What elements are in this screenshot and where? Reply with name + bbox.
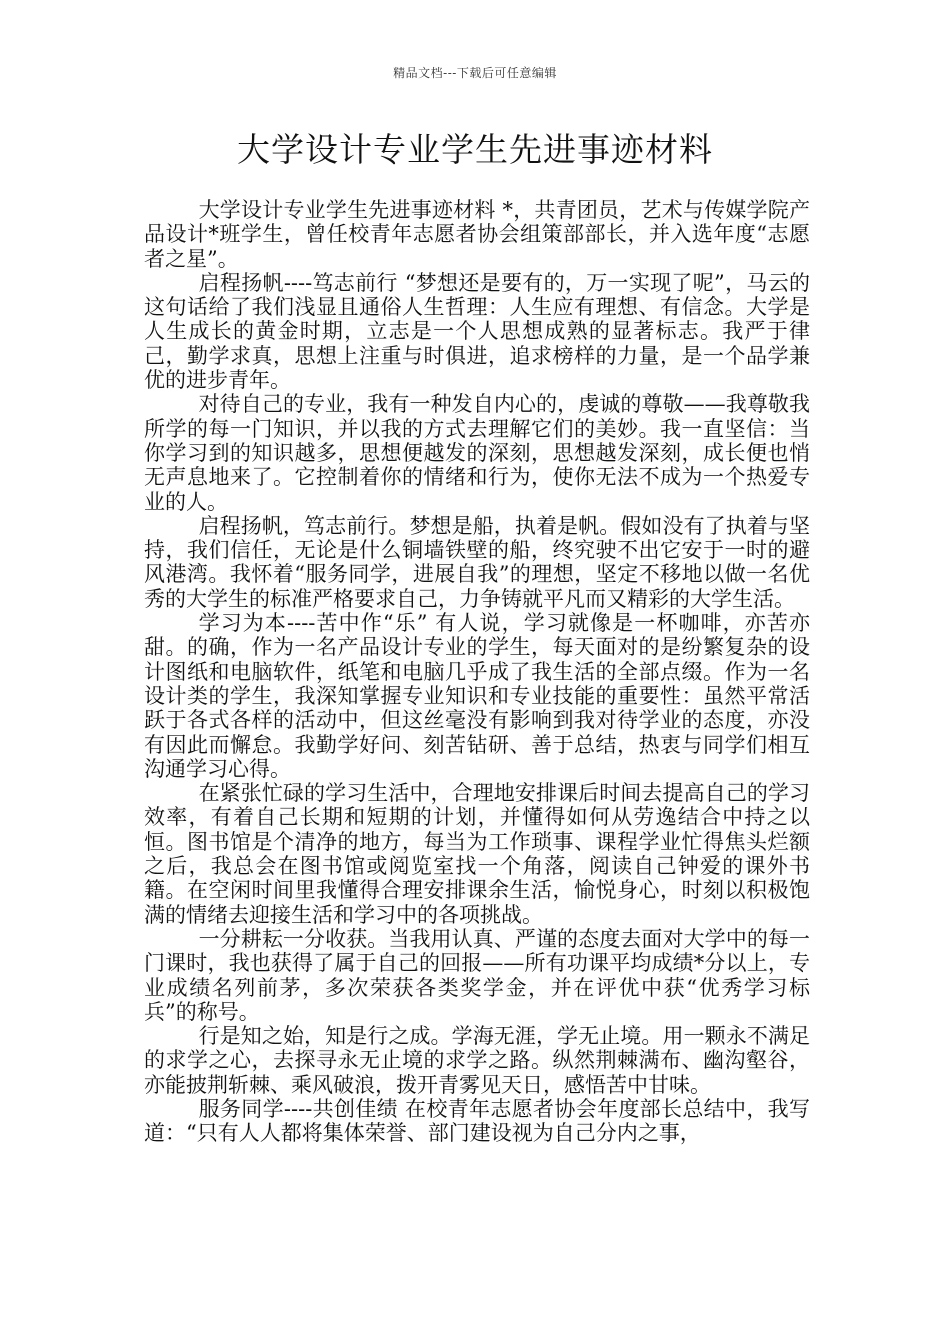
paragraph: 学习为本----苦中作“乐” 有人说，学习就像是一杯咖啡，亦苦亦甜。的确，作为一名产品设计专业的学生，每天面对的是纷繁复杂的设计图纸和电脑软件，纸笔和电脑几乎成了我生活的全部点缀。作为一名设计类的学生，我深知掌握专业知识和专业技能的重要性：虽然平常活跃于各式各样的活动中，但这丝毫没有影响到我对待学业的态度，亦没有因此而懈怠。我勤学好问、刻苦钻研、善于总结，热衷与同学们相互沟通学习心得。 bbox=[144, 611, 810, 781]
paragraph: 大学设计专业学生先进事迹材料 *，共青团员，艺术与传媒学院产品设计*班学生，曾任校青年志愿者协会组策部部长，并入选年度“志愿者之星”。 bbox=[144, 198, 810, 271]
paragraph: 在紧张忙碌的学习生活中，合理地安排课后时间去提高自己的学习效率，有着自己长期和短期的计划，并懂得如何从劳逸结合中持之以恒。图书馆是个清净的地方，每当为工作琐事、课程学业忙得焦头烂额之后，我总会在图书馆或阅览室找一个角落，阅读自己钟爱的课外书籍。在空闲时间里我懂得合理安排课余生活，愉悦身心，时刻以积极饱满的情绪去迎接生活和学习中的各项挑战。 bbox=[144, 781, 810, 927]
paragraph: 服务同学----共创佳绩 在校青年志愿者协会年度部长总结中，我写道：“只有人人都将集体荣誉、部门建设视为自己分内之事， bbox=[144, 1096, 810, 1146]
paragraph: 启程扬帆----笃志前行 “梦想还是要有的，万一实现了呢”，马云的这句话给了我们浅显且通俗人生哲理：人生应有理想、有信念。大学是人生成长的黄金时期，立志是一个人思想成熟的显著标志。我严于律己，勤学求真，思想上注重与时俱进，追求榜样的力量，是一个品学兼优的进步青年。 bbox=[144, 270, 810, 393]
paragraph: 启程扬帆，笃志前行。梦想是船，执着是帆。假如没有了执着与坚持，我们信任，无论是什么铜墙铁壁的船，终究驶不出它安于一时的避风港湾。我怀着“服务同学，进展自我”的理想，坚定不移地以做一名优秀的大学生的标准严格要求自己，力争铸就平凡而又精彩的大学生活。 bbox=[144, 513, 810, 611]
document-body bbox=[144, 198, 810, 1146]
page-header: 精品文档---下载后可任意编辑 bbox=[393, 66, 557, 80]
paragraph: 行是知之始，知是行之成。学海无涯，学无止境。用一颗永不满足的求学之心，去探寻永无止境的求学之路。纵然荆棘满布、幽沟壑谷，亦能披荆斩棘、乘风破浪，拨开青雾见天日，感悟苦中甘味。 bbox=[144, 1024, 810, 1097]
paragraph: 对待自己的专业，我有一种发自内心的，虔诚的尊敬——我尊敬我所学的每一门知识，并以我的方式去理解它们的美妙。我一直坚信：当你学习到的知识越多，思想便越发的深刻，思想越发深刻，成长便也悄无声息地来了。它控制着你的情绪和行为，使你无法不成为一个热爱专业的人。 bbox=[144, 392, 810, 514]
paragraph: 一分耕耘一分收获。当我用认真、严谨的态度去面对大学中的每一门课时，我也获得了属于自己的回报——所有功课平均成绩*分以上，专业成绩名列前茅，多次荣获各类奖学金，并在评优中获“优秀学习标兵”的称号。 bbox=[144, 926, 810, 1024]
document-title: 大学设计专业学生先进事迹材料 bbox=[237, 130, 713, 169]
